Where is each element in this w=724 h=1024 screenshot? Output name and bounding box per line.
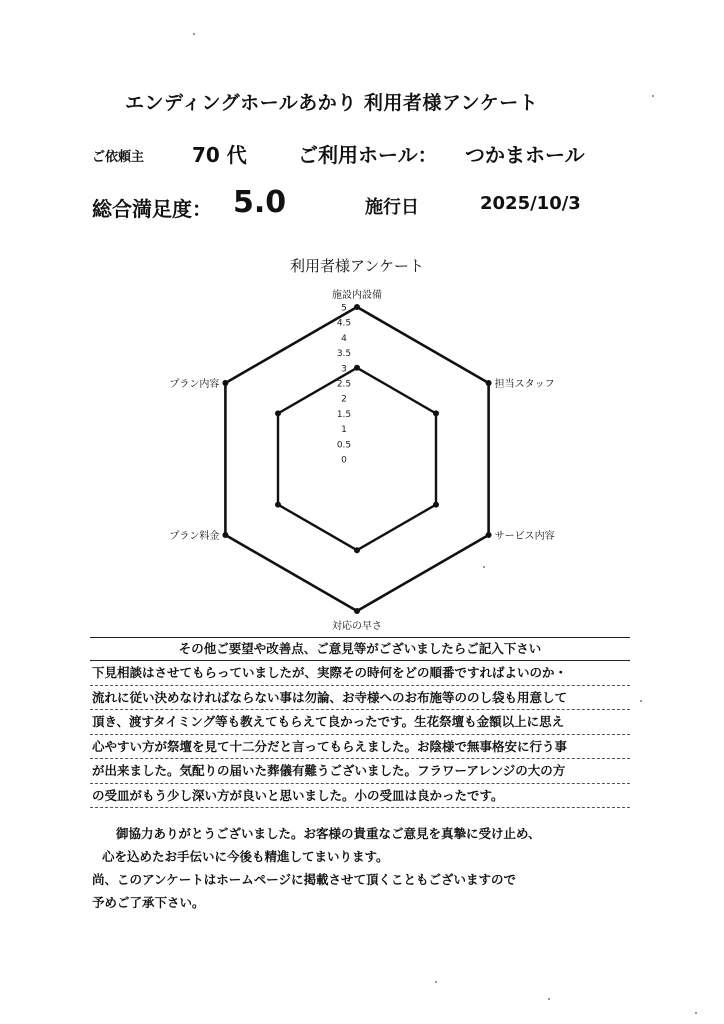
comment-line: 流れに従い決めなければならない事は勿論、お寺様へのお布施等ののし袋も用意して (90, 686, 630, 711)
closing-message (92, 822, 541, 914)
scan-speck (652, 95, 654, 97)
radar-point (275, 410, 281, 416)
radar-axis-label: プラン内容 (169, 379, 220, 390)
service-date-value: 2025/10/3 (480, 193, 581, 214)
radar-point (486, 380, 492, 386)
radar-series-inner (278, 368, 436, 550)
radar-axis-label: プラン料金 (169, 531, 220, 542)
client-label: ご依頼主 (92, 150, 145, 165)
radar-series-outer (225, 307, 488, 611)
radar-tick-label: 4 (341, 333, 347, 344)
overall-satisfaction-label: 総合満足度： (92, 197, 212, 221)
scan-speck (483, 566, 485, 568)
comment-line: 頂き、渡すタイミング等も教えてもらえて良かったです。生花祭壇も金額以上に思え (90, 710, 630, 735)
radar-tick-label: 3.5 (336, 349, 352, 360)
scan-speck (640, 700, 642, 702)
scan-speck (695, 1012, 697, 1014)
comment-line: 心やすい方が祭壇を見て十二分だと言ってもらえました。お陰様で無事格安に行う事 (90, 735, 630, 760)
survey-title: エンディングホールあかり 利用者様アンケート (125, 92, 539, 114)
radar-chart-layer (169, 288, 554, 632)
radar-point (354, 304, 360, 310)
radar-tick-label: 0 (341, 455, 347, 466)
radar-axis-label: 施設内設備 (332, 290, 382, 301)
hall-label: ご利用ホール： (298, 143, 438, 167)
client-age: 70 代 (192, 143, 247, 167)
radar-tick-label: 2 (341, 394, 347, 405)
radar-axis-label: サービス内容 (494, 531, 555, 542)
scan-speck (193, 33, 195, 35)
comments-box (90, 637, 630, 808)
radar-point (275, 502, 281, 508)
radar-tick-label: 1.5 (336, 409, 352, 420)
closing-line: 予めご了承下さい。 (92, 895, 205, 910)
scan-speck (548, 998, 550, 1000)
scan-speck (435, 981, 437, 983)
chart-title: 利用者様アンケート (289, 257, 425, 275)
radar-axis-label: 担当スタッフ (494, 379, 555, 390)
comment-line: 下見相談はさせてもらっていましたが、実際その時何をどの順番ですればよいのか・ (90, 661, 630, 686)
hall-name: つかまホール (465, 143, 585, 167)
radar-point (354, 608, 360, 614)
closing-line: 心を込めたお手伝いに今後も精進してまいります。 (102, 849, 389, 864)
closing-line: 御協力ありがとうございました。お客様の貴重なご意見を真摯に受け止め、 (116, 826, 541, 841)
radar-tick-label: 4.5 (336, 318, 352, 329)
radar-point (354, 365, 360, 371)
comment-line: が出来ました。気配りの届いた葬儀有難うございました。フラワーアレンジの大の方 (90, 759, 630, 784)
radar-tick-label: 1 (341, 425, 347, 436)
closing-line: 尚、このアンケートはホームページに掲載させて頂くこともございますので (92, 872, 517, 887)
overall-satisfaction-score: 5.0 (233, 185, 287, 220)
comment-line: の受皿がもう少し深い方が良いと思いました。小の受皿は良かったです。 (90, 784, 630, 809)
radar-point (354, 547, 360, 553)
radar-tick-label: 0.5 (336, 440, 352, 451)
radar-point (433, 410, 439, 416)
radar-point (222, 380, 228, 386)
radar-point (222, 532, 228, 538)
radar-chart (140, 250, 580, 635)
radar-tick-label: 2.5 (336, 379, 352, 390)
radar-point (433, 502, 439, 508)
radar-tick-label: 3 (341, 364, 347, 375)
radar-tick-label: 5 (341, 303, 347, 314)
comments-header: その他ご要望や改善点、ご意見等がございましたらご記入下さい (90, 637, 630, 661)
radar-axis-label: 対応の早さ (332, 621, 382, 632)
radar-point (486, 532, 492, 538)
service-date-label: 施行日 (365, 197, 419, 218)
